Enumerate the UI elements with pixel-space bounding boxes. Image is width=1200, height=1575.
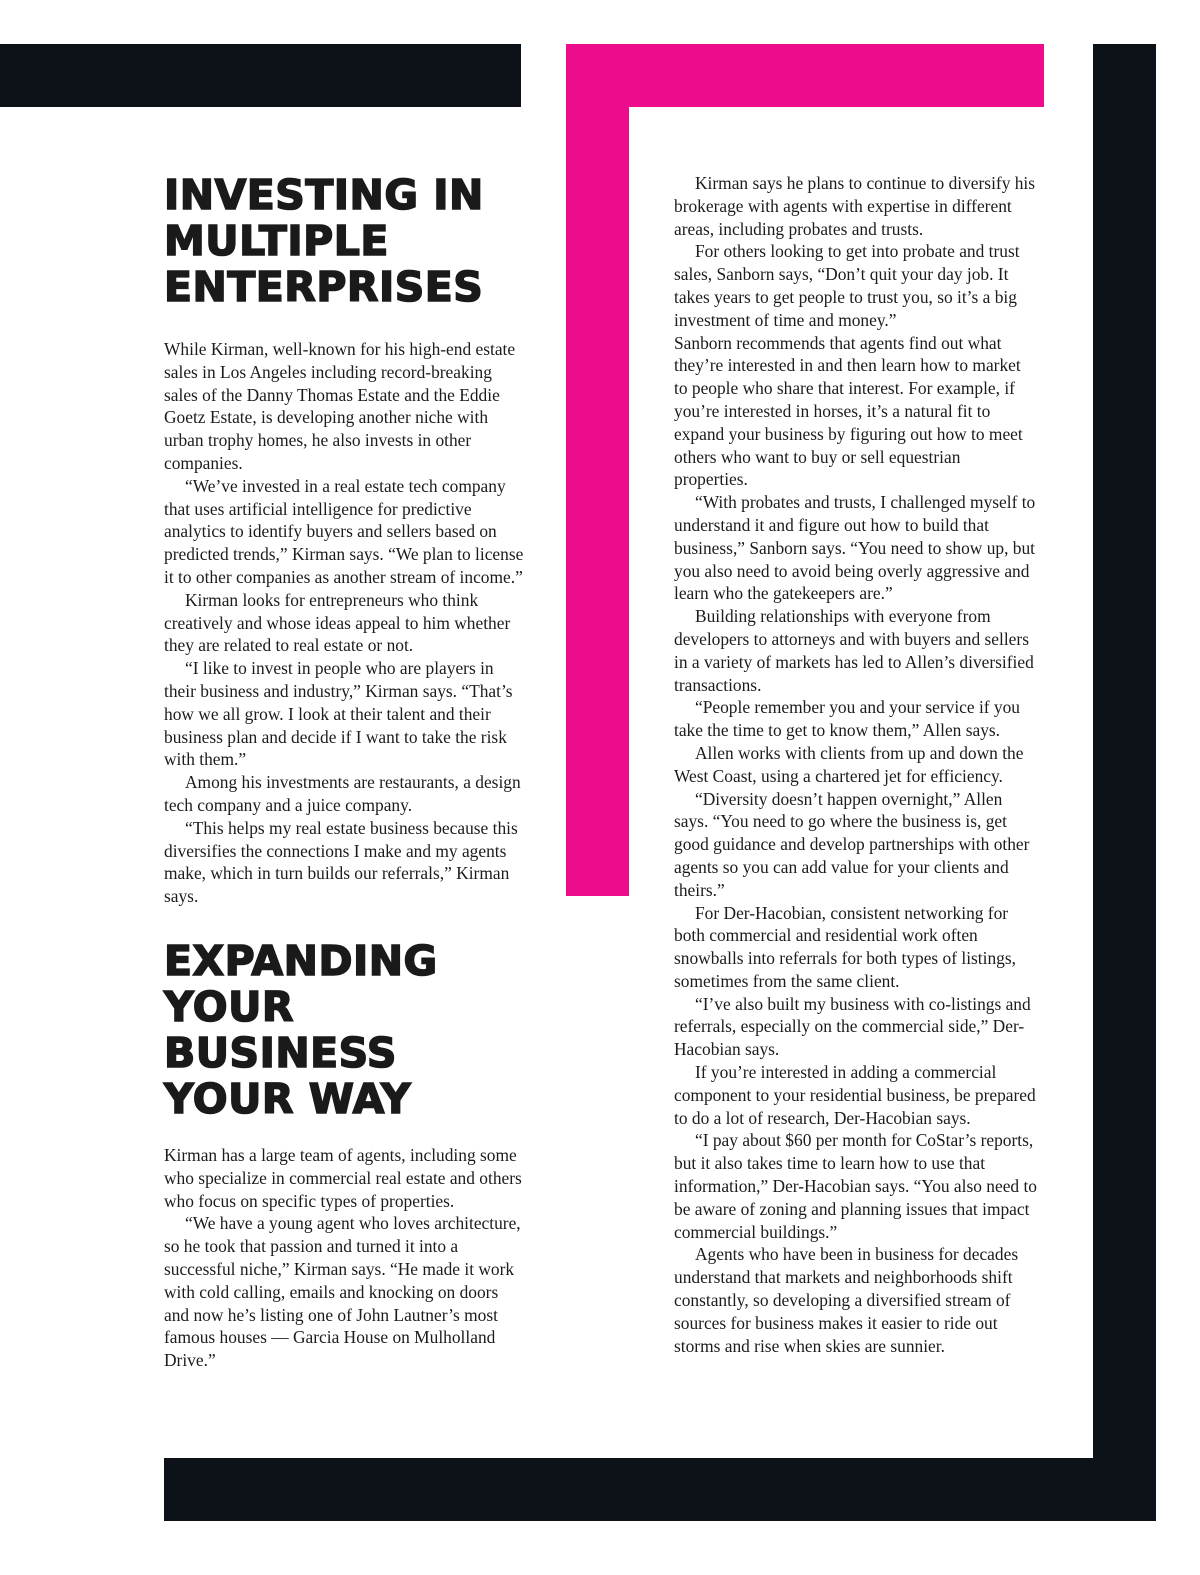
paragraph: “Diversity doesn’t happen overnight,” Allen says. “You need to go where the business is, get good guidance and develop partnerships with other agents so you can add value for your clients and theirs.” [674,788,1030,900]
paragraph: If you’re interested in adding a commercial component to your residential business, be prepared to do a lot of research, Der-Hacobian says. [674,1062,1036,1128]
paragraph: Building relationships with everyone from developers to attorneys and with buyers and sellers in a variety of markets has led to Allen’s diversified transactions. [674,606,1034,695]
paragraph: Kirman says he plans to continue to diversify his brokerage with agents with expertise in different areas, including probates and trusts. [674,173,1036,239]
paragraph: Kirman has a large team of agents, including some who specialize in commercial real estate and others who focus on specific types of properties. [164,1144,522,1211]
paragraph: For others looking to get into probate and trust sales, Sanborn says, “Don’t quit your day job. It takes years to get people to trust you, so it’s a big investment of time and money.” [674,241,1020,330]
paragraph: “This helps my real estate business because this diversifies the connections I make and my agents make, which in turn builds our referrals,” Kirman says. [164,817,518,907]
bottom-black-bar [164,1458,1156,1521]
heading-expanding: EXPANDING YOUR BUSINESS YOUR WAY [164,936,438,1123]
paragraph: Allen works with clients from up and down the West Coast, using a chartered jet for efficiency. [674,742,1024,786]
paragraph: “I like to invest in people who are players in their business and industry,” Kirman says. “That’s how we all grow. I look at their talent and their business plan and decide if I want to take the risk with them.” [164,658,513,770]
right-column [674,172,1038,1357]
pink-accent-bar-top [566,44,1044,107]
top-left-black-bar [0,44,521,107]
pink-accent-bar-side [566,44,629,896]
paragraph: “I pay about $60 per month for CoStar’s reports, but it also takes time to learn how to use that information,” Der-Hacobian says. “You also need to be aware of zoning and planning issues that impact commercial buildings.” [674,1130,1037,1242]
left-column [164,172,526,1372]
paragraph: “We have a young agent who loves architecture, so he took that passion and turned it into a successful niche,” Kirman says. “He made it work with cold calling, emails and knocking on doors and now he’s listing one of John Lautner’s most famous houses — Garcia House on Mulholland Drive.” [164,1213,521,1371]
paragraph: While Kirman, well-known for his high-end estate sales in Los Angeles including record-breaking sales of the Danny Thomas Estate and the Eddie Goetz Estate, is developing another niche with urban trophy homes, he also invests in other companies. [164,339,516,473]
heading-investing: INVESTING IN MULTIPLE ENTERPRISES [164,171,484,311]
paragraph: For Der-Hacobian, consistent networking for both commercial and residential work often snowballs into referrals for both types of listings, sometimes from the same client. [674,902,1016,991]
paragraph: Sanborn recommends that agents find out what they’re interested in and then learn how to market to people who share that interest. For example, if you’re interested in horses, it’s a natural fit to expand your business by figuring out how to meet others who want to buy or sell equestrian properties. [674,332,1023,490]
right-black-bar [1093,44,1156,1521]
paragraph: “With probates and trusts, I challenged myself to understand it and figure out how to build that business,” Sanborn says. “You need to show up, but you also need to avoid being overly aggressive and learn who the gatekeepers are.” [674,492,1036,604]
paragraph: Kirman looks for entrepreneurs who think creatively and whose ideas appeal to him whether they are related to real estate or not. [164,589,511,656]
paragraph: “People remember you and your service if you take the time to get to know them,” Allen says. [674,697,1020,741]
paragraph: “We’ve invested in a real estate tech company that uses artificial intelligence for predictive analytics to identify buyers and sellers based on predicted trends,” Kirman says. “We plan to license it to other companies as another stream of income.” [164,475,524,587]
paragraph: Among his investments are restaurants, a design tech company and a juice company. [164,772,521,815]
paragraph: Agents who have been in business for decades understand that markets and neighborhoods shift constantly, so developing a diversified stream of sources for business makes it easier to ride out storms and rise when skies are sunnier. [674,1244,1019,1356]
paragraph: “I’ve also built my business with co-listings and referrals, especially on the commercial side,” Der-Hacobian says. [674,993,1031,1060]
